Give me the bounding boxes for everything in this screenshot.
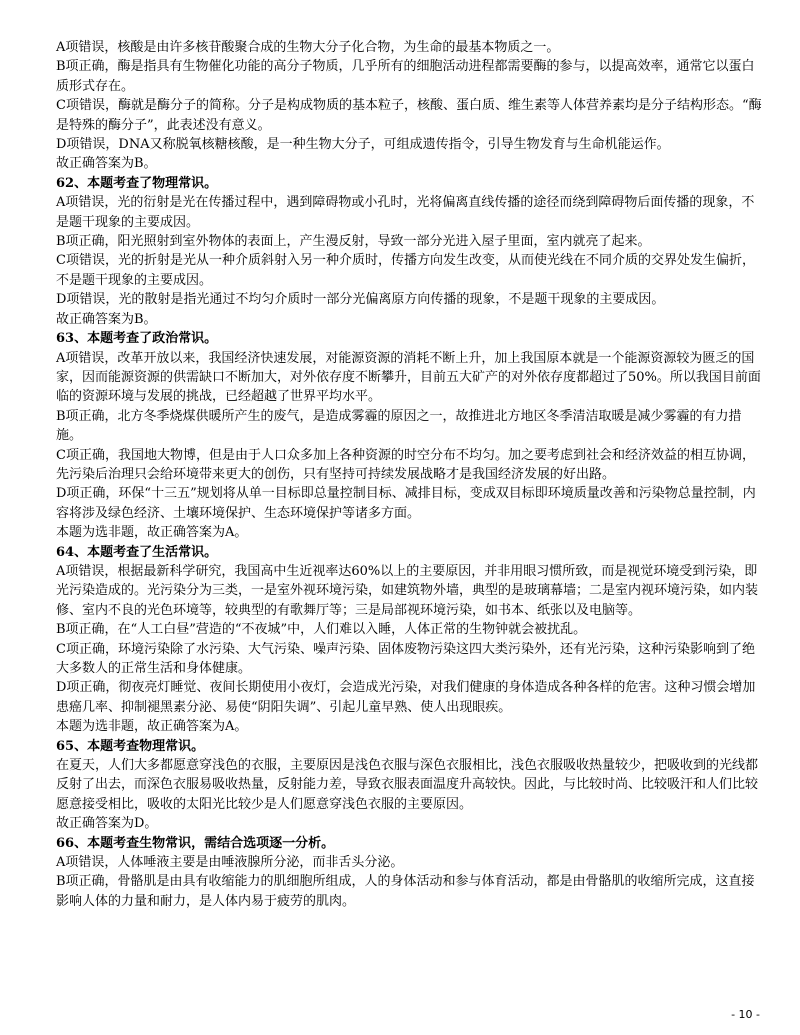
question-heading: 65、本题考查物理常识。	[56, 738, 205, 754]
explanation-paragraph: 故正确答案为D。	[56, 816, 158, 832]
explanation-paragraph: B项正确，酶是指具有生物催化功能的高分子物质，几乎所有的细胞活动进程都需要酶的参与，以提高效率，通常它以蛋白质形式存在。	[56, 59, 755, 94]
question-heading: 63、本题考查了政治常识。	[56, 331, 218, 347]
explanation-paragraph: 本题为选非题，故正确答案为A。	[56, 525, 248, 541]
explanation-paragraph: B项正确，骨骼肌是由具有收缩能力的肌细胞所组成，人的身体活动和参与体育活动，都是由骨骼肌的收缩所完成，这直接影响人体的力量和耐力，是人体内易于疲劳的肌肉。	[56, 874, 755, 909]
explanation-paragraph: A项错误，核酸是由许多核苷酸聚合成的生物大分子化合物，为生命的最基本物质之一。	[56, 40, 560, 55]
explanation-paragraph: C项错误，光的折射是光从一种介质斜射入另一种介质时，传播方向发生改变，从而使光线在不同介质的交界处发生偏折，不是题干现象的主要成因。	[56, 253, 755, 288]
explanation-paragraph: A项错误，人体唾液主要是由唾液腺所分泌，而非舌头分泌。	[56, 855, 404, 871]
explanation-paragraph: B项正确，阳光照射到室外物体的表面上，产生漫反射，导致一部分光进入屋子里面，室内就亮了起来。	[56, 234, 651, 250]
explanation-paragraph: 在夏天，人们大多都愿意穿浅色的衣服，主要原因是浅色衣服与深色衣服相比，浅色衣服吸收热量较少，把吸收到的光线都反射了出去，而深色衣服易吸收热量，反射能力差，导致衣服表面温度升高较快。因此，与比较时尚、比较吸汗和人们比较愿意接受相比，吸收的太阳光比较少是人们愿意穿浅色衣服的主要原因。	[56, 758, 759, 812]
explanation-paragraph: C项正确，环境污染除了水污染、大气污染、噪声污染、固体废物污染这四大类污染外，还有光污染，这种污染影响到了绝大多数人的正常生活和身体健康。	[56, 641, 755, 676]
question-heading: 64、本题考查了生活常识。	[56, 544, 218, 560]
explanation-paragraph: 本题为选非题，故正确答案为A。	[56, 719, 248, 735]
explanation-paragraph: D项错误，光的散射是指光通过不均匀介质时一部分光偏离原方向传播的现象，不是题干现象的主要成因。	[56, 292, 665, 308]
explanation-paragraph: B项正确，在“人工白昼”营造的“不夜城”中，人们难以入睡，人体正常的生物钟就会被扰乱。	[56, 622, 587, 638]
explanation-paragraph: 故正确答案为B。	[56, 156, 157, 172]
explanation-paragraph: C项正确，我国地大物博，但是由于人口众多加上各种资源的时空分布不均匀。加之要考虑到社会和经济效益的相互协调，先污染后治理只会给环境带来更大的创伤，只有坚持可持续发展战略才是我国经济发展的好出路。	[56, 447, 755, 482]
explanation-paragraph: B项正确，北方冬季烧煤供暖所产生的废气，是造成雾霾的原因之一，故推进北方地区冬季清洁取暖是减少雾霾的有力措施。	[56, 408, 742, 444]
explanation-paragraph: D项正确，彻夜亮灯睡觉、夜间长期使用小夜灯，会造成光污染，对我们健康的身体造成各种各样的危害。这种习惯会增加患癌几率、抑制褪黑素分泌、易使“阴阳失调”、引起儿童早熟、使人出现眼疾。	[56, 680, 756, 715]
explanation-paragraph: A项错误，光的衍射是光在传播过程中，遇到障碍物或小孔时，光将偏离直线传播的途径而绕到障碍物后面传播的现象，不是题干现象的主要成因。	[56, 195, 755, 230]
answer-explanations	[56, 38, 766, 911]
explanation-paragraph: C项错误，酶就是酶分子的简称。分子是构成物质的基本粒子，核酸、蛋白质、维生素等人体营养素均是分子结构形态。“酶是特殊的酶分子”，此表述没有意义。	[56, 98, 762, 133]
page-number: - 10 -	[731, 1008, 760, 1021]
explanation-paragraph: 故正确答案为B。	[56, 311, 157, 327]
explanation-paragraph: D项错误，DNA又称脱氧核糖核酸，是一种生物大分子，可组成遗传指令，引导生物发育与生命机能运作。	[56, 137, 670, 153]
question-heading: 66、本题考查生物常识，需结合选项逐一分析。	[56, 835, 335, 851]
explanation-paragraph: D项正确，环保“十三五”规划将从单一目标即总量控制目标、减排目标，变成双目标即环境质量改善和污染物总量控制，内容将涉及绿色经济、土壤环境保护、生态环境保护等诸多方面。	[56, 486, 756, 521]
explanation-paragraph: A项错误，改革开放以来，我国经济快速发展，对能源资源的消耗不断上升，加上我国原本就是一个能源资源较为匮乏的国家，因而能源资源的供需缺口不断加大，对外依存度不断攀升，目前五大矿产的对外依存度都超过了50%。所以我国目前面临的资源环境与发展的挑战，已经超越了世界平均水平。	[56, 350, 761, 405]
explanation-paragraph: A项错误，根据最新科学研究，我国高中生近视率达60%以上的主要原因，并非用眼习惯所致，而是视觉环境受到污染，即光污染造成的。光污染分为三类，一是室外视环境污染，如建筑物外墙，典型的是玻璃幕墙；二是室内视环境污染，如内装修、室内不良的光色环境等，较典型的有歌舞厅等；三是局部视环境污染，如书本、纸张以及电脑等。	[56, 563, 759, 618]
question-heading: 62、本题考查了物理常识。	[56, 175, 218, 191]
